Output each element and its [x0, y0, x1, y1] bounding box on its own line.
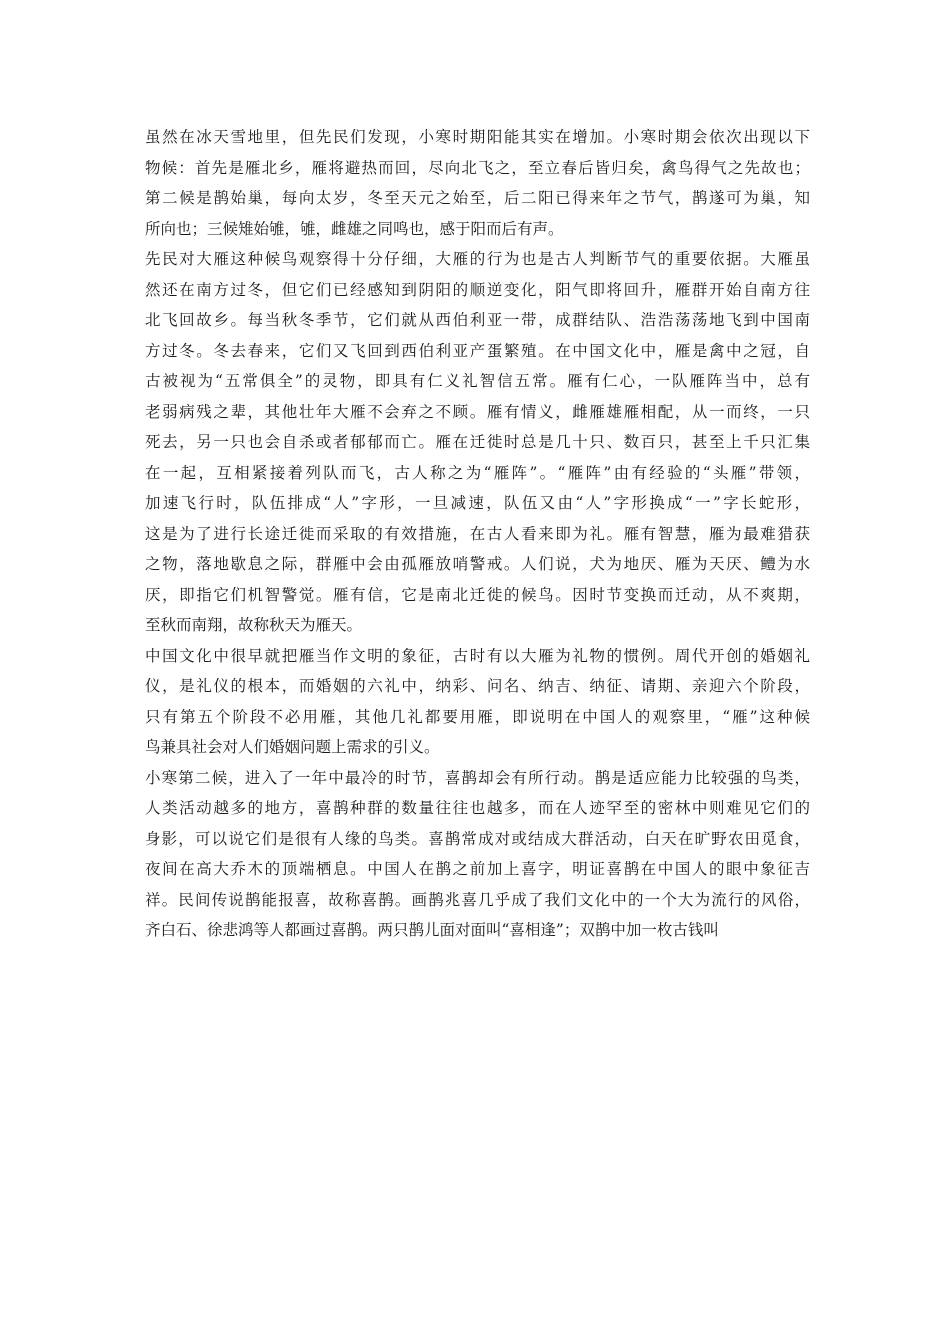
text-line: 只有第五个阶段不必用雁，其他几礼都要用雁，即说明在中国人的观察里，“雁”这种候 — [145, 707, 810, 726]
text-line: 然还在南方过冬，但它们已经感知到阴阳的顺逆变化，阳气即将回升，雁群开始自南方往 — [145, 280, 810, 299]
paragraph-wild-goose — [145, 244, 810, 641]
text-line: 厌，即指它们机智警觉。雁有信，它是南北迁徙的候鸟。因时节变换而迁动，从不爽期， — [145, 585, 810, 604]
text-line: 仪，是礼仪的根本，而婚姻的六礼中，纳彩、问名、纳吉、纳征、请期、亲迎六个阶段， — [145, 677, 810, 695]
text-line: 第二候是鹊始巢，每向太岁，冬至天元之始至，后二阳已得来年之节气，鹊遂可为巢，知 — [145, 189, 810, 207]
paragraph-goose-marriage-rite — [145, 641, 810, 763]
text-line: 古被视为“五常俱全”的灵物，即具有仁义礼智信五常。雁有仁心，一队雁阵当中，总有 — [145, 372, 810, 390]
text-line: 虽然在冰天雪地里，但先民们发现，小寒时期阳能其实在增加。小寒时期会依次出现以下 — [145, 128, 810, 146]
text-line: 加速飞行时，队伍排成“人”字形，一旦减速，队伍又由“人”字形换成“一”字长蛇形， — [145, 494, 810, 512]
text-line: 物候：首先是雁北乡，雁将避热而回，尽向北飞之，至立春后皆归矣，禽鸟得气之先故也； — [145, 158, 810, 177]
paragraph-magpie — [145, 763, 810, 946]
text-line: 在一起，互相紧接着列队而飞，古人称之为“雁阵”。“雁阵”由有经验的“头雁”带领， — [145, 463, 810, 482]
text-line: 身影，可以说它们是很有人缘的鸟类。喜鹊常成对或结成大群活动，白天在旷野农田觅食， — [145, 829, 810, 848]
text-line: 这是为了进行长途迁徙而采取的有效措施，在古人看来即为礼。雁有智慧，雁为最难猎获 — [145, 524, 810, 543]
text-line: 至秋而南翔，故称秋天为雁天。 — [145, 616, 363, 634]
text-line: 小寒第二候，进入了一年中最冷的时节，喜鹊却会有所行动。鹊是适应能力比较强的鸟类， — [145, 768, 810, 787]
text-line: 北飞回故乡。每当秋冬季节，它们就从西伯利亚一带，成群结队、浩浩荡荡地飞到中国南 — [145, 311, 810, 329]
text-line: 所向也；三候雉始雊，雊，雌雄之同鸣也，感于阳而后有声。 — [145, 219, 564, 238]
paragraph-xiaohan-phenology — [145, 122, 810, 244]
document-body — [145, 122, 810, 946]
text-line: 之物，落地歇息之际，群雁中会由孤雁放哨警戒。人们说，犬为地厌、雁为天厌、鳢为水 — [145, 555, 810, 573]
text-line: 先民对大雁这种候鸟观察得十分仔细，大雁的行为也是古人判断节气的重要依据。大雁虽 — [145, 250, 810, 268]
text-line: 老弱病残之辈，其他壮年大雁不会弃之不顾。雁有情义，雌雁雄雁相配，从一而终，一只 — [145, 402, 810, 421]
text-line: 夜间在高大乔木的顶端栖息。中国人在鹊之前加上喜字，明证喜鹊在中国人的眼中象征吉 — [145, 860, 810, 878]
text-line: 齐白石、徐悲鸿等人都画过喜鹊。两只鹊儿面对面叫“喜相逢”；双鹊中加一枚古钱叫 — [145, 921, 719, 939]
text-line: 死去，另一只也会自杀或者郁郁而亡。雁在迁徙时总是几十只、数百只，甚至上千只汇集 — [145, 433, 810, 451]
text-line: 人类活动越多的地方，喜鹊种群的数量往往也越多，而在人迹罕至的密林中则难见它们的 — [145, 799, 810, 817]
text-line: 中国文化中很早就把雁当作文明的象征，古时有以大雁为礼物的惯例。周代开创的婚姻礼 — [145, 646, 810, 665]
text-line: 祥。民间传说鹊能报喜，故称喜鹊。画鹊兆喜几乎成了我们文化中的一个大为流行的风俗， — [145, 890, 810, 909]
text-line: 鸟兼具社会对人们婚姻问题上需求的引义。 — [145, 738, 440, 756]
text-line: 方过冬。冬去春来，它们又飞回到西伯利亚产蛋繁殖。在中国文化中，雁是禽中之冠，自 — [145, 341, 810, 360]
